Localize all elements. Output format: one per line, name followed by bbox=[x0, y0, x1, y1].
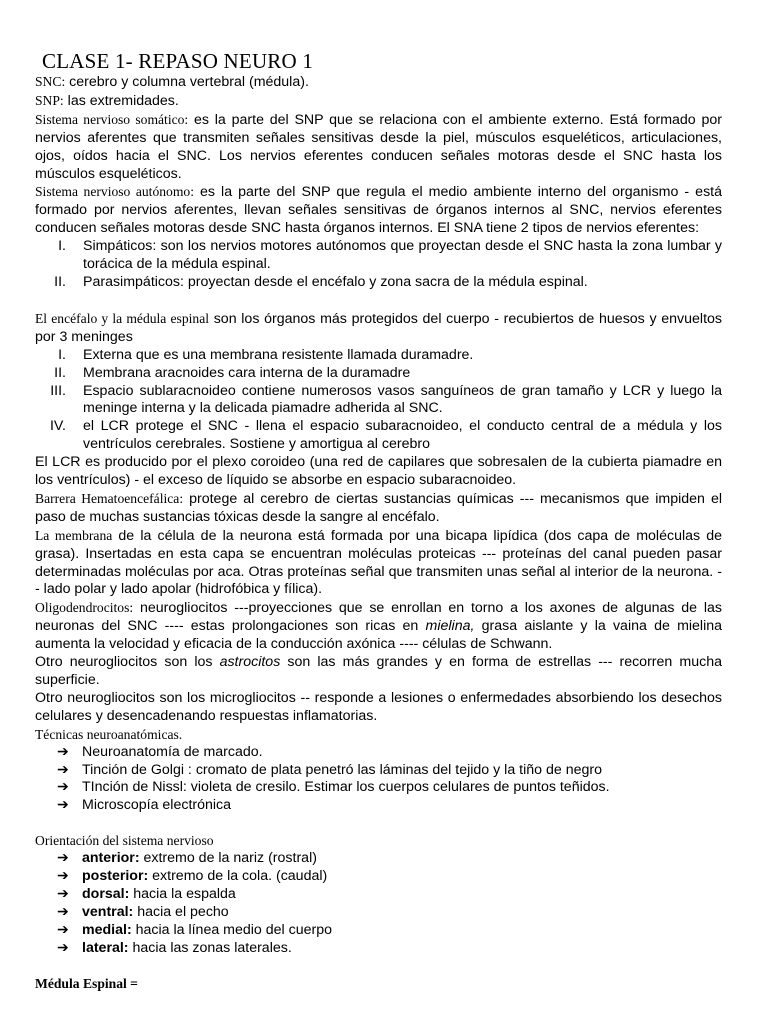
list-item bbox=[35, 383, 722, 419]
list-text: Membrana aracnoides cara interna de la duramadre bbox=[83, 364, 411, 381]
list-term: lateral: bbox=[82, 939, 129, 956]
list-text: hacia el pecho bbox=[133, 903, 229, 920]
astro-text-b: son las más grandes y en forma de estrellas --- recorren mucha superficie. bbox=[35, 654, 722, 688]
list-item bbox=[35, 922, 722, 940]
astro-emphasis: astrocitos bbox=[219, 654, 281, 671]
snp-text: las extremidades. bbox=[63, 92, 179, 109]
list-item bbox=[35, 868, 722, 886]
document-body bbox=[35, 73, 722, 993]
astro-paragraph bbox=[35, 654, 722, 690]
arrow-icon: ➔ bbox=[57, 761, 69, 778]
snc-text: cerebro y columna vertebral (médula). bbox=[65, 74, 309, 90]
list-text: el LCR protege el SNC - llena el espacio subaracnoideo, el conducto central de a médula y los ventrículos cerebrales. Sostiene y amortigua al cerebro bbox=[83, 418, 722, 453]
list-item bbox=[35, 762, 722, 780]
membrana-term: La membrana bbox=[35, 527, 113, 543]
barrera-text: protege al cerebro de ciertas sustancias químicas --- mecanismos que impiden el paso de muchas sustancias tóxicas desde la sangre al encéfalo. bbox=[35, 490, 722, 525]
list-text: Simpáticos: son los nervios motores autónomos que proyectan desde el SNC hasta la zona lumbar y torácica de la médula espinal. bbox=[83, 238, 722, 273]
list-item bbox=[35, 797, 722, 815]
list-text: extremo de la cola. (caudal) bbox=[148, 868, 328, 885]
membrana-text: de la célula de la neurona está formada por una bicapa lipídica (dos capa de moléculas de grasa). Insertadas en esta capa se encuentran moléculas proteicas --- proteínas del canal pueden pasar determinadas moléculas por aca. Otras proteínas señal que transmiten unas señal al interior de la neurona. -- lado polar y lado apolar (hidrofóbica y fílica). bbox=[35, 527, 722, 598]
oligo-emphasis: mielina, bbox=[425, 618, 475, 635]
list-number: I. bbox=[58, 346, 66, 363]
autonomo-text: es la parte del SNP que regula el medio ambiente interno del organismo - está formado por nervios aferentes, llevan señales sensitivas de órganos internos al SNC, nervios eferentes conducen señales motoras desde SNC hasta órganos internos. El SNA tiene 2 tipos de nervios eferentes: bbox=[35, 184, 722, 237]
list-item bbox=[35, 940, 722, 958]
autonomo-paragraph bbox=[35, 183, 722, 238]
tecnicas-list bbox=[35, 744, 722, 816]
tecnicas-heading: Técnicas neuroanatómicas. bbox=[35, 726, 183, 742]
arrow-icon: ➔ bbox=[57, 850, 69, 867]
list-item bbox=[35, 886, 722, 904]
list-number: III. bbox=[50, 382, 66, 399]
list-number: I. bbox=[58, 238, 66, 255]
lcr-paragraph: El LCR es producido por el plexo coroideo (una red de capilares que sobresalen de la cubierta piamadre en los ventrículos) - el exceso de líquido se absorbe en espacio subaracnoideo. bbox=[35, 454, 722, 489]
list-text: hacia la línea medio del cuerpo bbox=[131, 921, 333, 938]
list-text: Microscopía electrónica bbox=[82, 797, 232, 814]
list-text: hacia la espalda bbox=[129, 885, 236, 902]
orientacion-heading: Orientación del sistema nervioso bbox=[35, 833, 214, 849]
list-text: hacia las zonas laterales. bbox=[128, 939, 292, 956]
barrera-paragraph bbox=[35, 490, 722, 527]
meninges-list bbox=[35, 347, 722, 454]
list-item bbox=[35, 744, 722, 762]
list-term: medial: bbox=[82, 921, 132, 938]
somatico-term: Sistema nervioso somático: bbox=[35, 111, 189, 127]
orientacion-list bbox=[35, 850, 722, 957]
barrera-term: Barrera Hematoencefálica: bbox=[35, 490, 184, 506]
list-item bbox=[35, 850, 722, 868]
list-item bbox=[35, 347, 722, 365]
astro-text-a: Otro neurogliocitos son los bbox=[35, 654, 220, 671]
page-title: CLASE 1- REPASO NEURO 1 bbox=[42, 49, 314, 73]
medula-heading: Médula Espinal = bbox=[35, 975, 138, 991]
arrow-icon: ➔ bbox=[57, 885, 69, 902]
spacer bbox=[35, 815, 722, 832]
spacer bbox=[35, 292, 722, 310]
oligo-paragraph bbox=[35, 599, 722, 654]
list-item bbox=[35, 779, 722, 797]
list-text: Neuroanatomía de marcado. bbox=[82, 743, 263, 760]
list-term: anterior: bbox=[82, 850, 140, 867]
list-text: TInción de Nissl: violeta de cresilo. Estimar los cuerpos celulares de puntos teñidos. bbox=[82, 779, 610, 796]
encefalo-term: El encéfalo y la médula espinal bbox=[35, 310, 210, 326]
oligo-text-a: neurogliocitos ---proyecciones que se enrollan en torno a los axones de algunas de las neuronas del SNC ---- estas prolongaciones son ricas en bbox=[35, 600, 722, 635]
list-number: II. bbox=[54, 273, 66, 290]
oligo-term: Oligodendrocitos: bbox=[35, 600, 134, 616]
somatico-text: es la parte del SNP que se relaciona con el ambiente externo. Está formado por nervios aferentes que transmiten señales sensitivas desde la piel, músculos esqueléticos, articulaciones, ojos, oídos hacia el SNC. Los nervios eferentes conducen señales motoras desde el SNC hasta los músculos esqueléticos. bbox=[35, 111, 722, 182]
list-term: posterior: bbox=[82, 868, 149, 885]
autonomo-term: Sistema nervioso autónomo: bbox=[35, 184, 194, 200]
encefalo-paragraph bbox=[35, 310, 722, 347]
arrow-icon: ➔ bbox=[57, 939, 69, 956]
arrow-icon: ➔ bbox=[57, 903, 69, 920]
list-term: dorsal: bbox=[82, 885, 130, 902]
micro-paragraph: Otro neurogliocitos son los microgliocitos -- responde a lesiones o enfermedades absorbiendo los desechos celulares y desencadenando respuestas inflamatorias. bbox=[35, 689, 722, 724]
snc-term: SNC: bbox=[35, 74, 66, 89]
spacer bbox=[35, 958, 722, 975]
list-item bbox=[35, 418, 722, 454]
encefalo-text: son los órganos más protegidos del cuerpo - recubiertos de huesos y envueltos por 3 meninges bbox=[35, 310, 722, 345]
list-text: Parasimpáticos: proyectan desde el encéfalo y zona sacra de la médula espinal. bbox=[83, 273, 588, 290]
arrow-icon: ➔ bbox=[57, 921, 69, 938]
oligo-text-b: grasa aislante y la vaina de mielina aumenta la velocidad y eficacia de la conducción axónica ---- células de Schwann. bbox=[35, 618, 723, 653]
list-number: II. bbox=[54, 364, 66, 381]
arrow-icon: ➔ bbox=[57, 743, 69, 760]
arrow-icon: ➔ bbox=[57, 779, 69, 796]
snp-term: SNP: bbox=[35, 92, 64, 108]
list-text: Espacio sublaracnoideo contiene numerosos vasos sanguíneos de gran tamaño y LCR y luego la meninge interna y la delicada piamadre adherida al SNC. bbox=[83, 382, 722, 417]
membrana-paragraph bbox=[35, 527, 722, 600]
list-item bbox=[35, 904, 722, 922]
list-item bbox=[35, 365, 722, 383]
sna-list bbox=[35, 238, 722, 292]
list-number: IV. bbox=[49, 418, 66, 435]
list-text: Externa que es una membrana resistente llamada duramadre. bbox=[83, 346, 474, 363]
list-term: ventral: bbox=[82, 903, 134, 920]
snc-paragraph bbox=[35, 73, 722, 92]
list-item bbox=[35, 274, 722, 292]
somatico-paragraph bbox=[35, 111, 722, 184]
list-item bbox=[35, 238, 722, 274]
snp-paragraph bbox=[35, 92, 722, 111]
list-text: Tinción de Golgi : cromato de plata penetró las láminas del tejido y la tiño de negro bbox=[82, 761, 602, 778]
arrow-icon: ➔ bbox=[57, 797, 69, 814]
arrow-icon: ➔ bbox=[57, 868, 69, 885]
list-text: extremo de la nariz (rostral) bbox=[139, 850, 317, 867]
